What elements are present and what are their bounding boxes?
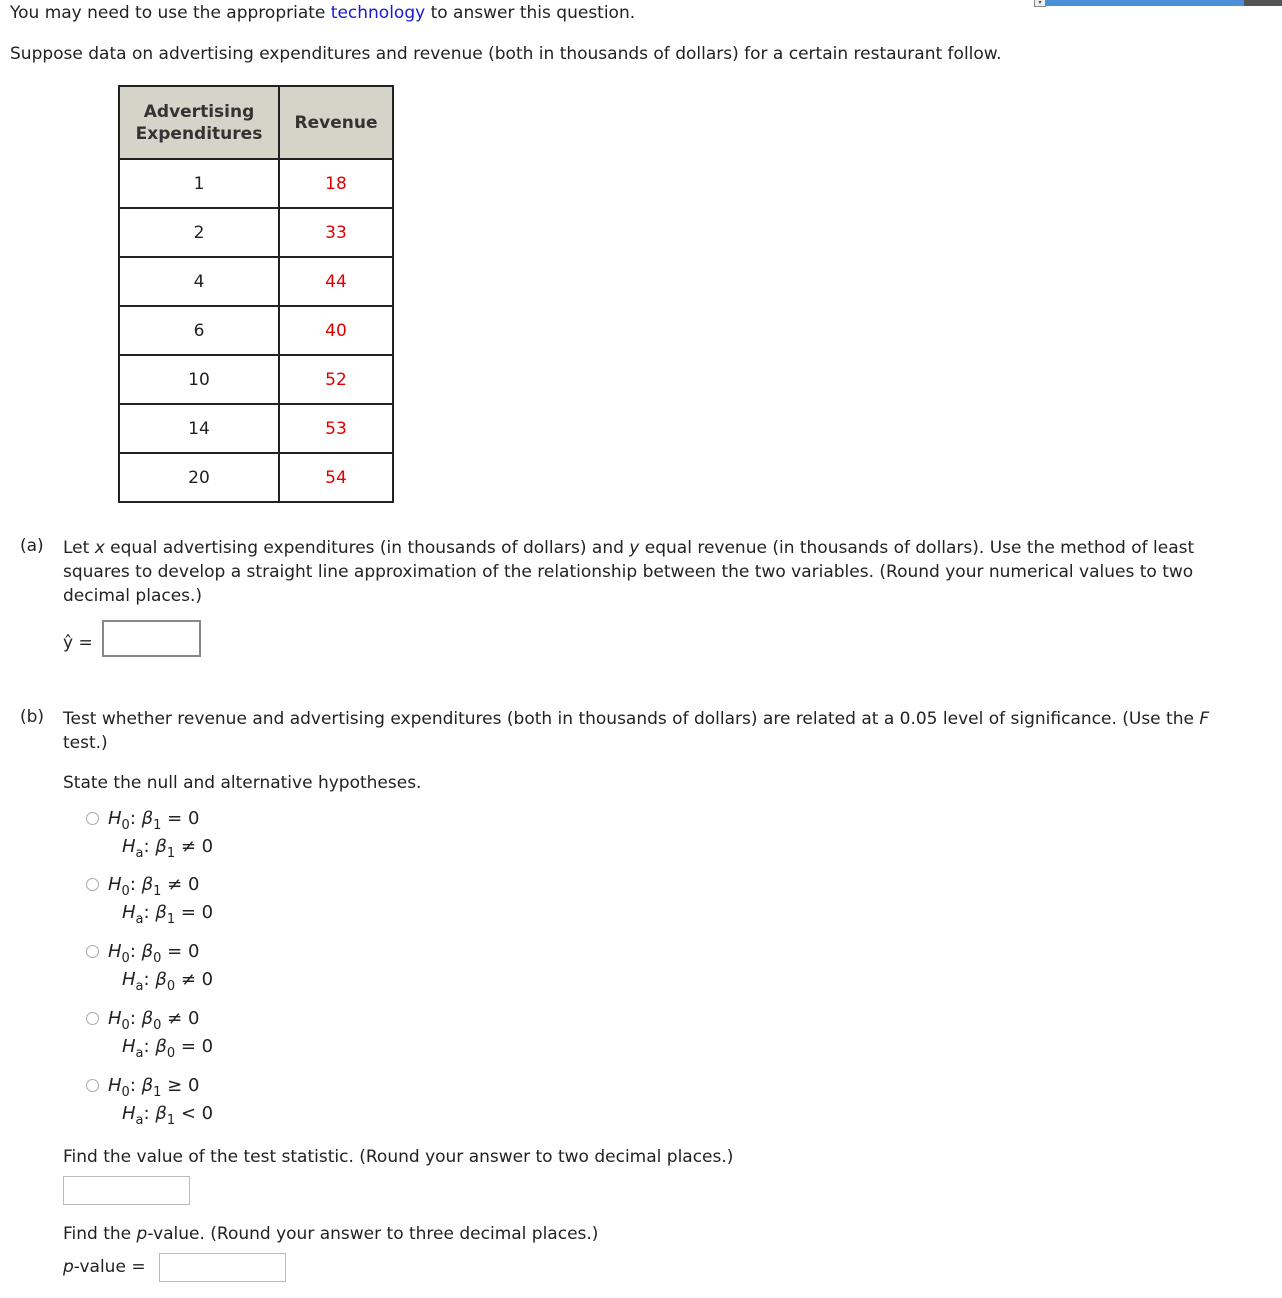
part-b-label: (b) [20, 707, 45, 727]
table-row [119, 159, 393, 208]
x-value: 4 [119, 257, 279, 306]
header-advertising: Advertising Expenditures [119, 86, 279, 159]
collapse-icon[interactable]: ▾ [1034, 0, 1046, 7]
alt-hypothesis: $H_a$: $\beta_1 \ne 0$ [122, 836, 214, 861]
x-value: 10 [119, 355, 279, 404]
y-value: 18 [279, 159, 393, 208]
radio-button[interactable] [86, 1079, 99, 1092]
y-value: 40 [279, 306, 393, 355]
x-value: 20 [119, 453, 279, 502]
radio-button[interactable] [86, 945, 99, 958]
null-hypothesis: $H_0$: $\beta_0 \ne 0$ [108, 1008, 200, 1033]
f-variable: F [1199, 709, 1210, 729]
y-variable: y [629, 538, 640, 558]
y-value: 52 [279, 355, 393, 404]
x-value: 14 [119, 404, 279, 453]
alt-hypothesis: $H_a$: $\beta_0 \ne 0$ [122, 969, 214, 994]
intro-text-end: to answer this question. [425, 3, 636, 23]
radio-button[interactable] [86, 812, 99, 825]
null-hypothesis: $H_0$: $\beta_1 \ne 0$ [108, 874, 200, 899]
progress-segment-end [1244, 0, 1282, 6]
table-row [119, 355, 393, 404]
problem-prompt: Suppose data on advertising expenditures and revenue (both in thousands of dollars) for a certain restaurant follow. [10, 44, 1002, 64]
y-value: 54 [279, 453, 393, 502]
yhat-label: ŷ = [63, 633, 93, 653]
radio-button[interactable] [86, 878, 99, 891]
test-statistic-prompt: Find the value of the test statistic. (Round your answer to two decimal places.) [63, 1147, 734, 1167]
data-table [118, 85, 394, 503]
hypotheses-prompt: State the null and alternative hypotheses. [63, 773, 422, 793]
header-revenue: Revenue [279, 86, 393, 159]
x-value: 2 [119, 208, 279, 257]
y-value: 53 [279, 404, 393, 453]
pvalue-prompt: Find the p-value. (Round your answer to three decimal places.) [63, 1224, 599, 1244]
table-row [119, 257, 393, 306]
progress-segment [1046, 0, 1244, 6]
x-value: 6 [119, 306, 279, 355]
intro-text: You may need to use the appropriate [10, 3, 331, 23]
table-row [119, 306, 393, 355]
table-row [119, 453, 393, 502]
technology-link[interactable]: technology [330, 3, 426, 23]
part-a-text: Let x equal advertising expenditures (in thousands of dollars) and y equal revenue (in thousands of dollars). Use the method of least squares to develop a straight line approximation of the relationship between the two variables. (Round your numerical values to two decimal places.) [63, 538, 1195, 606]
alt-hypothesis: $H_a$: $\beta_0 = 0$ [122, 1036, 214, 1061]
test-statistic-input[interactable] [63, 1176, 190, 1205]
yhat-input[interactable] [102, 620, 201, 657]
x-value: 1 [119, 159, 279, 208]
y-value: 33 [279, 208, 393, 257]
x-variable: x [94, 538, 105, 558]
intro-line [10, 3, 635, 23]
alt-hypothesis: $H_a$: $\beta_1 < 0$ [122, 1103, 214, 1128]
pvalue-input[interactable] [159, 1253, 286, 1282]
y-value: 44 [279, 257, 393, 306]
radio-button[interactable] [86, 1012, 99, 1025]
null-hypothesis: $H_0$: $\beta_0 = 0$ [108, 941, 200, 966]
alt-hypothesis: $H_a$: $\beta_1 = 0$ [122, 902, 214, 927]
part-b-text: Test whether revenue and advertising expenditures (both in thousands of dollars) are related at a 0.05 level of significance. (Use the F test.) [63, 709, 1210, 753]
table-row [119, 404, 393, 453]
part-a-label: (a) [20, 536, 44, 556]
top-progress-bar [1034, 0, 1282, 8]
null-hypothesis: $H_0$: $\beta_1 = 0$ [108, 808, 200, 833]
pvalue-label: p-value = [63, 1257, 146, 1277]
null-hypothesis: $H_0$: $\beta_1 \ge 0$ [108, 1075, 200, 1100]
table-row [119, 208, 393, 257]
